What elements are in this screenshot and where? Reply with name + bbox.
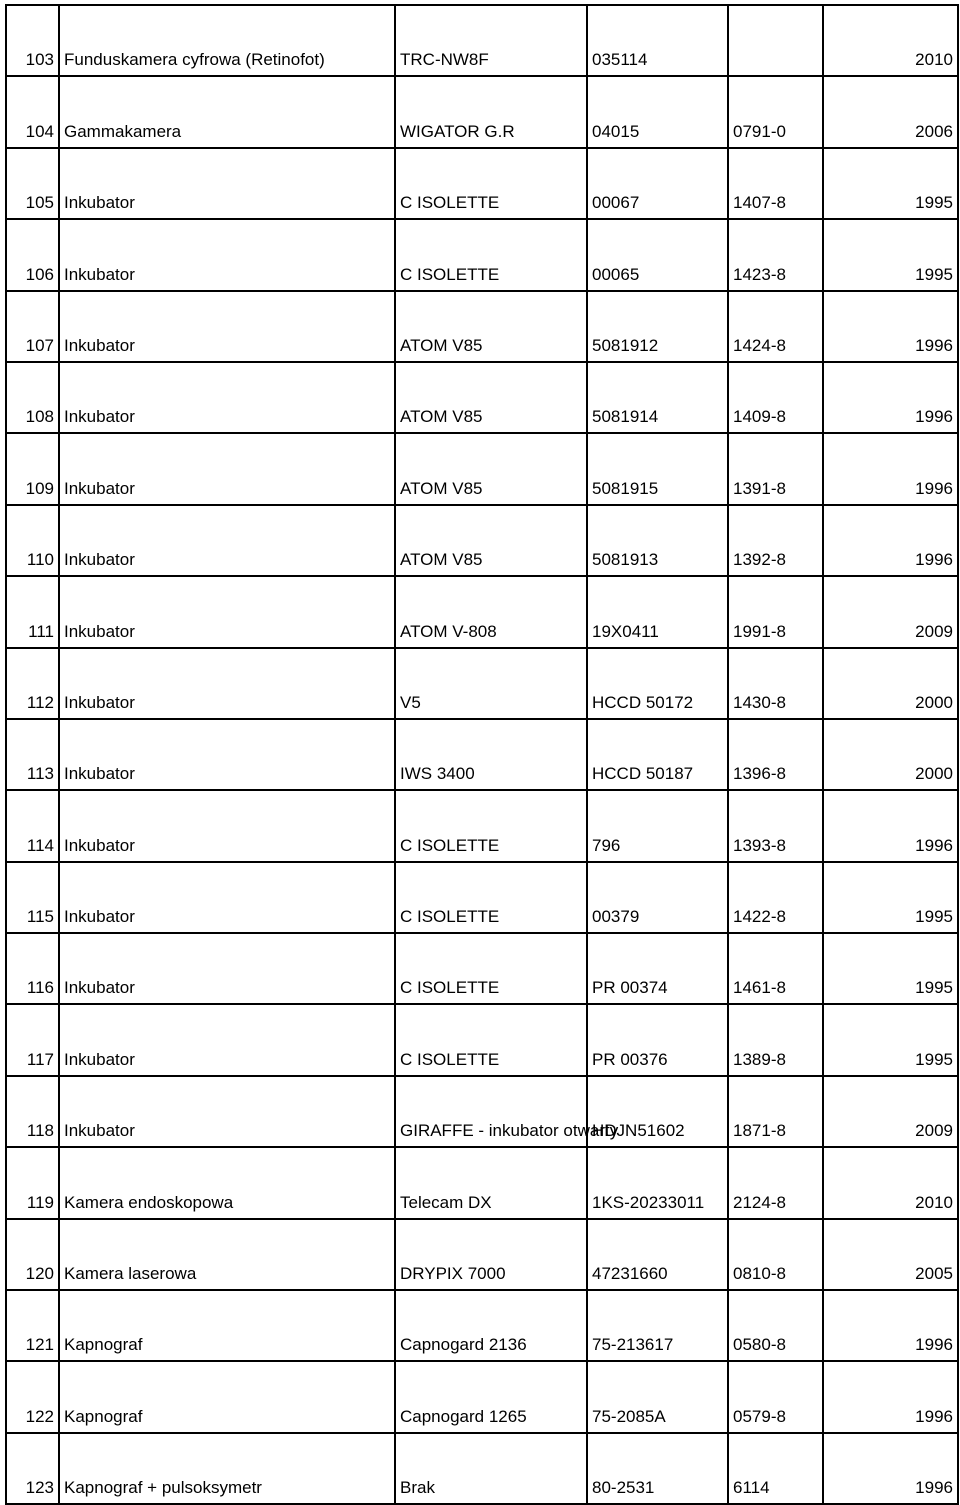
row-number: 107 [6,291,59,362]
production-year: 2006 [823,76,958,147]
production-year: 1995 [823,862,958,933]
row-number: 103 [6,5,59,76]
device-name: Funduskamera cyfrowa (Retinofot) [59,5,395,76]
device-model: C ISOLETTE [395,148,587,219]
device-model: V5 [395,648,587,719]
serial-number: 00065 [587,219,728,290]
device-name: Inkubator [59,148,395,219]
row-number: 111 [6,576,59,647]
device-name: Inkubator [59,648,395,719]
inventory-number: 1461-8 [728,933,823,1004]
device-name: Inkubator [59,1004,395,1075]
table-row [6,862,958,933]
device-model: Capnogard 1265 [395,1361,587,1432]
device-model: ATOM V85 [395,505,587,576]
inventory-number: 1389-8 [728,1004,823,1075]
device-name: Kamera laserowa [59,1219,395,1290]
serial-number: 00067 [587,148,728,219]
row-number: 118 [6,1076,59,1147]
device-name: Inkubator [59,719,395,790]
table-row [6,291,958,362]
device-name: Inkubator [59,576,395,647]
table-row [6,1147,958,1218]
row-number: 106 [6,219,59,290]
inventory-number: 0791-0 [728,76,823,147]
production-year: 1995 [823,1004,958,1075]
equipment-table-body [6,5,958,1504]
table-row [6,1219,958,1290]
inventory-number: 1424-8 [728,291,823,362]
inventory-number: 1423-8 [728,219,823,290]
serial-number: HDJN51602 [587,1076,728,1147]
table-row [6,1004,958,1075]
inventory-number: 6114 [728,1433,823,1504]
production-year: 2009 [823,576,958,647]
row-number: 119 [6,1147,59,1218]
serial-number: 80-2531 [587,1433,728,1504]
table-row [6,648,958,719]
inventory-number [728,5,823,76]
row-number: 110 [6,505,59,576]
inventory-number: 1871-8 [728,1076,823,1147]
row-number: 115 [6,862,59,933]
inventory-number: 1407-8 [728,148,823,219]
device-name: Inkubator [59,933,395,1004]
device-model: C ISOLETTE [395,790,587,861]
table-row [6,219,958,290]
production-year: 1995 [823,219,958,290]
device-name: Inkubator [59,219,395,290]
row-number: 104 [6,76,59,147]
inventory-number: 0810-8 [728,1219,823,1290]
production-year: 1996 [823,433,958,504]
row-number: 117 [6,1004,59,1075]
device-model: C ISOLETTE [395,1004,587,1075]
serial-number: 5081914 [587,362,728,433]
serial-number: 5081913 [587,505,728,576]
row-number: 122 [6,1361,59,1432]
device-name: Inkubator [59,1076,395,1147]
device-model: Telecam DX [395,1147,587,1218]
table-row [6,505,958,576]
serial-number: 47231660 [587,1219,728,1290]
device-name: Gammakamera [59,76,395,147]
production-year: 2000 [823,719,958,790]
inventory-number: 1430-8 [728,648,823,719]
device-model: ATOM V-808 [395,576,587,647]
device-model: ATOM V85 [395,433,587,504]
table-row [6,362,958,433]
production-year: 1996 [823,1290,958,1361]
table-row [6,1290,958,1361]
serial-number: 5081915 [587,433,728,504]
device-model: C ISOLETTE [395,219,587,290]
equipment-table [5,4,959,1505]
production-year: 1995 [823,148,958,219]
row-number: 121 [6,1290,59,1361]
production-year: 1996 [823,1433,958,1504]
production-year: 2009 [823,1076,958,1147]
row-number: 116 [6,933,59,1004]
serial-number: 75-2085A [587,1361,728,1432]
device-name: Kapnograf [59,1290,395,1361]
table-row [6,148,958,219]
row-number: 114 [6,790,59,861]
table-row [6,719,958,790]
device-model: C ISOLETTE [395,933,587,1004]
device-model: ATOM V85 [395,362,587,433]
production-year: 2000 [823,648,958,719]
serial-number: HCCD 50172 [587,648,728,719]
serial-number: 035114 [587,5,728,76]
device-name: Inkubator [59,291,395,362]
serial-number: PR 00376 [587,1004,728,1075]
inventory-number: 2124-8 [728,1147,823,1218]
serial-number: 00379 [587,862,728,933]
table-row [6,790,958,861]
production-year: 2010 [823,5,958,76]
production-year: 1996 [823,1361,958,1432]
table-row [6,1433,958,1504]
table-row [6,1076,958,1147]
inventory-number: 0579-8 [728,1361,823,1432]
production-year: 1996 [823,291,958,362]
device-model: TRC-NW8F [395,5,587,76]
serial-number: 796 [587,790,728,861]
table-row [6,5,958,76]
row-number: 105 [6,148,59,219]
table-row [6,433,958,504]
device-name: Kapnograf + pulsoksymetr [59,1433,395,1504]
table-row [6,576,958,647]
table-row [6,1361,958,1432]
device-model: Capnogard 2136 [395,1290,587,1361]
serial-number: HCCD 50187 [587,719,728,790]
inventory-number: 1393-8 [728,790,823,861]
row-number: 108 [6,362,59,433]
inventory-number: 1991-8 [728,576,823,647]
inventory-number: 1396-8 [728,719,823,790]
inventory-number: 1391-8 [728,433,823,504]
row-number: 109 [6,433,59,504]
inventory-number: 1409-8 [728,362,823,433]
device-model: WIGATOR G.R [395,76,587,147]
table-row [6,76,958,147]
row-number: 113 [6,719,59,790]
production-year: 2010 [823,1147,958,1218]
serial-number: 5081912 [587,291,728,362]
table-row [6,933,958,1004]
serial-number: 04015 [587,76,728,147]
device-name: Inkubator [59,433,395,504]
device-model: Brak [395,1433,587,1504]
device-model: IWS 3400 [395,719,587,790]
device-model: ATOM V85 [395,291,587,362]
device-name: Kamera endoskopowa [59,1147,395,1218]
row-number: 123 [6,1433,59,1504]
production-year: 1996 [823,362,958,433]
device-name: Inkubator [59,862,395,933]
inventory-number: 1422-8 [728,862,823,933]
device-model: C ISOLETTE [395,862,587,933]
row-number: 120 [6,1219,59,1290]
serial-number: 19X0411 [587,576,728,647]
inventory-number: 1392-8 [728,505,823,576]
production-year: 1996 [823,790,958,861]
serial-number: 1KS-20233011 [587,1147,728,1218]
production-year: 2005 [823,1219,958,1290]
device-model: DRYPIX 7000 [395,1219,587,1290]
device-name: Inkubator [59,505,395,576]
device-name: Kapnograf [59,1361,395,1432]
production-year: 1996 [823,505,958,576]
device-name: Inkubator [59,790,395,861]
device-name: Inkubator [59,362,395,433]
device-model: GIRAFFE - inkubator otwarty [395,1076,587,1147]
serial-number: PR 00374 [587,933,728,1004]
serial-number: 75-213617 [587,1290,728,1361]
inventory-number: 0580-8 [728,1290,823,1361]
row-number: 112 [6,648,59,719]
production-year: 1995 [823,933,958,1004]
